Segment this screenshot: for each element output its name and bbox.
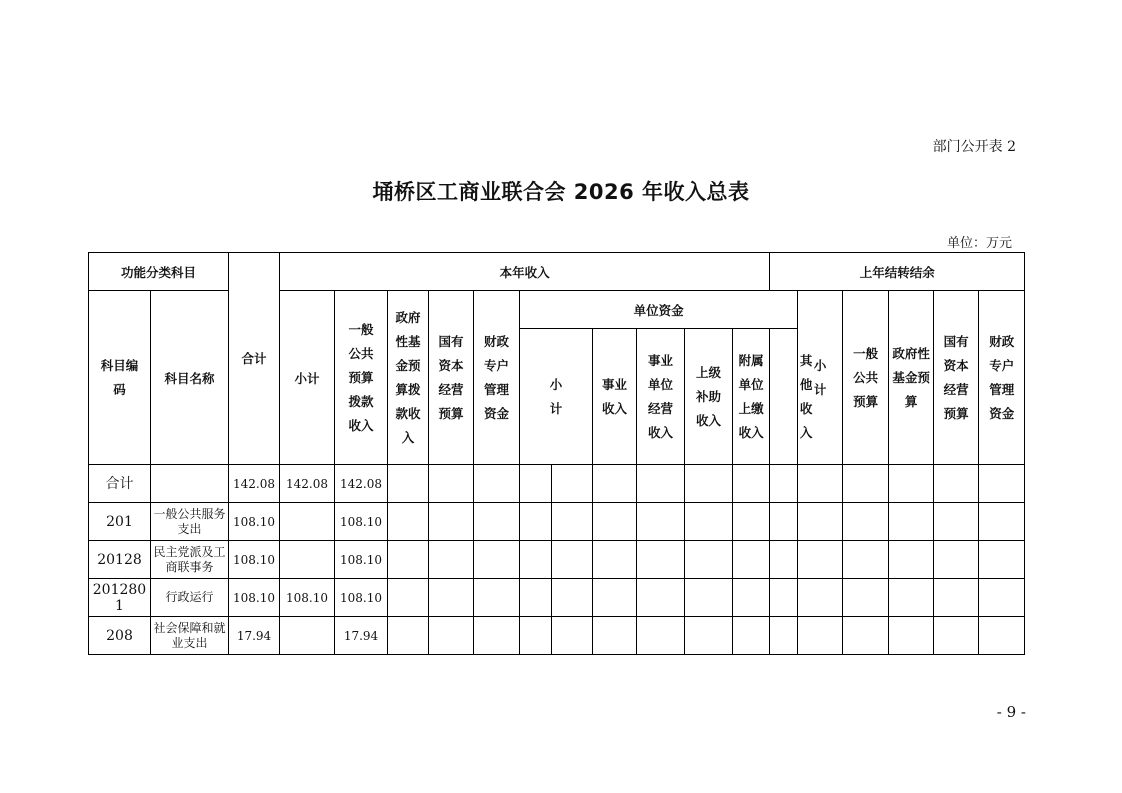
header-total: [229, 253, 280, 465]
header-total-text: 合计: [241, 350, 267, 366]
income-summary-table: [88, 252, 1025, 655]
header-name: 科目名称: [151, 291, 229, 465]
row-code: 201: [89, 503, 151, 541]
page-number: - 9 -: [996, 703, 1026, 721]
row-subtotal: [280, 541, 335, 579]
table-row: [89, 465, 1025, 503]
header-fiscal-special: [474, 291, 520, 465]
row-subtotal: [280, 617, 335, 655]
header-current-income: 本年收入: [280, 253, 770, 291]
row-name: 民主党派及工商联事务: [151, 541, 229, 579]
header-co-gov-fund-text: 政府性基金预算: [892, 345, 930, 409]
row-total: 17.94: [229, 617, 280, 655]
row-subtotal: [280, 503, 335, 541]
header-operating-income-text: 事业单位经营收入: [648, 352, 674, 440]
table-row: [89, 617, 1025, 655]
row-code: 20128: [89, 541, 151, 579]
row-name: 行政运行: [151, 579, 229, 617]
row-code: 208: [89, 617, 151, 655]
row-general: 108.10: [335, 503, 388, 541]
header-co-general-text: 一般公共预算: [853, 345, 879, 409]
header-co-fiscal-text: 财政专户管理资金: [989, 333, 1015, 421]
header-operating-income: [637, 329, 685, 465]
row-general: 108.10: [335, 579, 388, 617]
header-affiliated-income: [733, 329, 770, 465]
row-general: 108.10: [335, 541, 388, 579]
row-subtotal: 142.08: [280, 465, 335, 503]
row-code: 合计: [89, 465, 151, 503]
header-code-text: 科目编码: [100, 357, 139, 397]
header-co-fiscal: [979, 291, 1025, 465]
page-title: 埇桥区工商业联合会 2026 年收入总表: [372, 180, 750, 204]
header-func-class: 功能分类科目: [89, 253, 229, 291]
header-code: [89, 291, 151, 465]
row-general: 17.94: [335, 617, 388, 655]
header-business-income: [593, 329, 637, 465]
header-other-income: [770, 329, 843, 465]
header-unit-subtotal-text: 小计: [549, 376, 563, 416]
row-total: 108.10: [229, 541, 280, 579]
header-state-capital: [429, 291, 474, 465]
document-tag: 部门公开表 2: [932, 139, 1016, 155]
row-code: 2012801: [89, 579, 151, 617]
header-carryover: 上年结转结余: [770, 253, 1025, 291]
row-total: 108.10: [229, 579, 280, 617]
header-fiscal-special-text: 财政专户管理资金: [484, 333, 510, 421]
header-co-subtotal-text: 小计: [813, 357, 827, 397]
header-affiliated-income-text: 附属单位上缴收入: [738, 352, 764, 440]
table-row: [89, 541, 1025, 579]
header-co-state-capital: [934, 291, 979, 465]
header-subsidy-income-text: 上级补助收入: [696, 364, 722, 428]
header-general-budget: [335, 291, 388, 465]
header-unit-funds: 单位资金: [520, 291, 798, 329]
row-total: 108.10: [229, 503, 280, 541]
header-other-income-text: 其他收入: [799, 352, 813, 440]
row-subtotal: 108.10: [280, 579, 335, 617]
row-general: 142.08: [335, 465, 388, 503]
header-subtotal: 小计: [280, 291, 335, 465]
header-co-gov-fund: [889, 291, 934, 465]
unit-label: 单位：万元: [946, 236, 1012, 251]
row-total: 142.08: [229, 465, 280, 503]
header-unit-subtotal: [520, 329, 593, 465]
header-subsidy-income: [685, 329, 733, 465]
header-gov-fund: [388, 291, 429, 465]
table-row: [89, 579, 1025, 617]
header-gov-fund-text: 政府性基金预算拨款收入: [395, 309, 421, 445]
row-name: [151, 465, 229, 503]
row-name: 社会保障和就业支出: [151, 617, 229, 655]
row-name: 一般公共服务支出: [151, 503, 229, 541]
header-state-capital-text: 国有资本经营预算: [438, 333, 464, 421]
header-general-budget-text: 一般公共预算拨款收入: [348, 321, 374, 433]
header-co-state-capital-text: 国有资本经营预算: [943, 333, 969, 421]
table-row: [89, 503, 1025, 541]
header-co-general: [843, 291, 889, 465]
header-business-income-text: 事业收入: [602, 376, 628, 416]
